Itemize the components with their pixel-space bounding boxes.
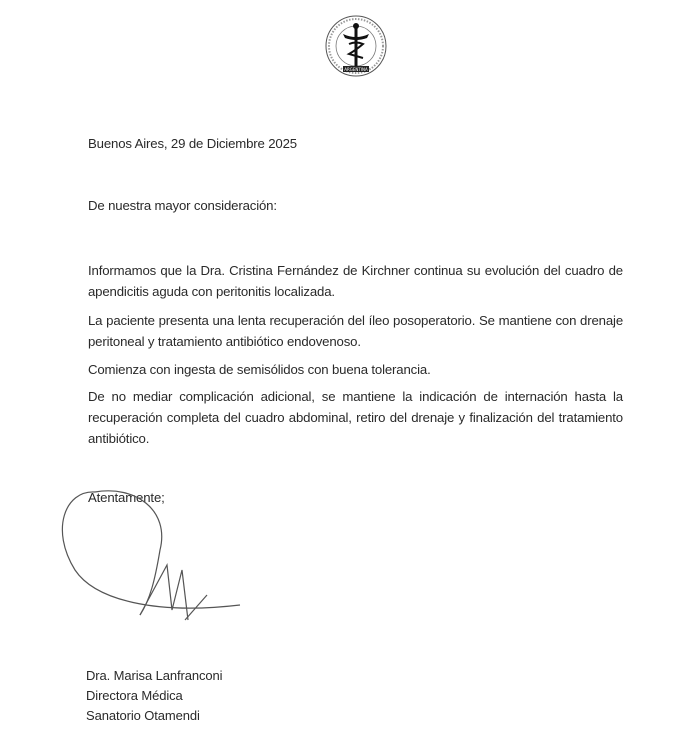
paragraph-3: Comienza con ingesta de semisólidos con buena tolerancia. [88,362,431,377]
place-date: Buenos Aires, 29 de Diciembre 2025 [88,136,297,151]
caduceus-icon [321,14,391,82]
paragraph-1: Informamos que la Dra. Cristina Fernández de Kirchner continua su evolución del cuadro de apendicitis aguda con peritonitis localizada. [88,263,623,299]
paragraph-2: La paciente presenta una lenta recuperación del íleo posoperatorio. Se mantiene con drenaje peritoneal y tratamiento antibiótico endovenoso. [88,313,623,349]
closing: Atentamente; [88,490,165,505]
signatory-title: Directora Médica [86,688,183,703]
signatory-institution: Sanatorio Otamendi [86,708,200,723]
signatory-name: Dra. Marisa Lanfranconi [86,668,223,683]
paragraph-4: De no mediar complicación adicional, se mantiene la indicación de internación hasta la recuperación completa del cuadro abdominal, retiro del drenaje y finalización del tratamiento antibiótico. [88,389,623,446]
signature [55,490,255,640]
salutation: De nuestra mayor consideración: [88,198,277,213]
svg-text:ARGENTINA: ARGENTINA [344,67,368,72]
letterhead-logo [321,14,391,82]
